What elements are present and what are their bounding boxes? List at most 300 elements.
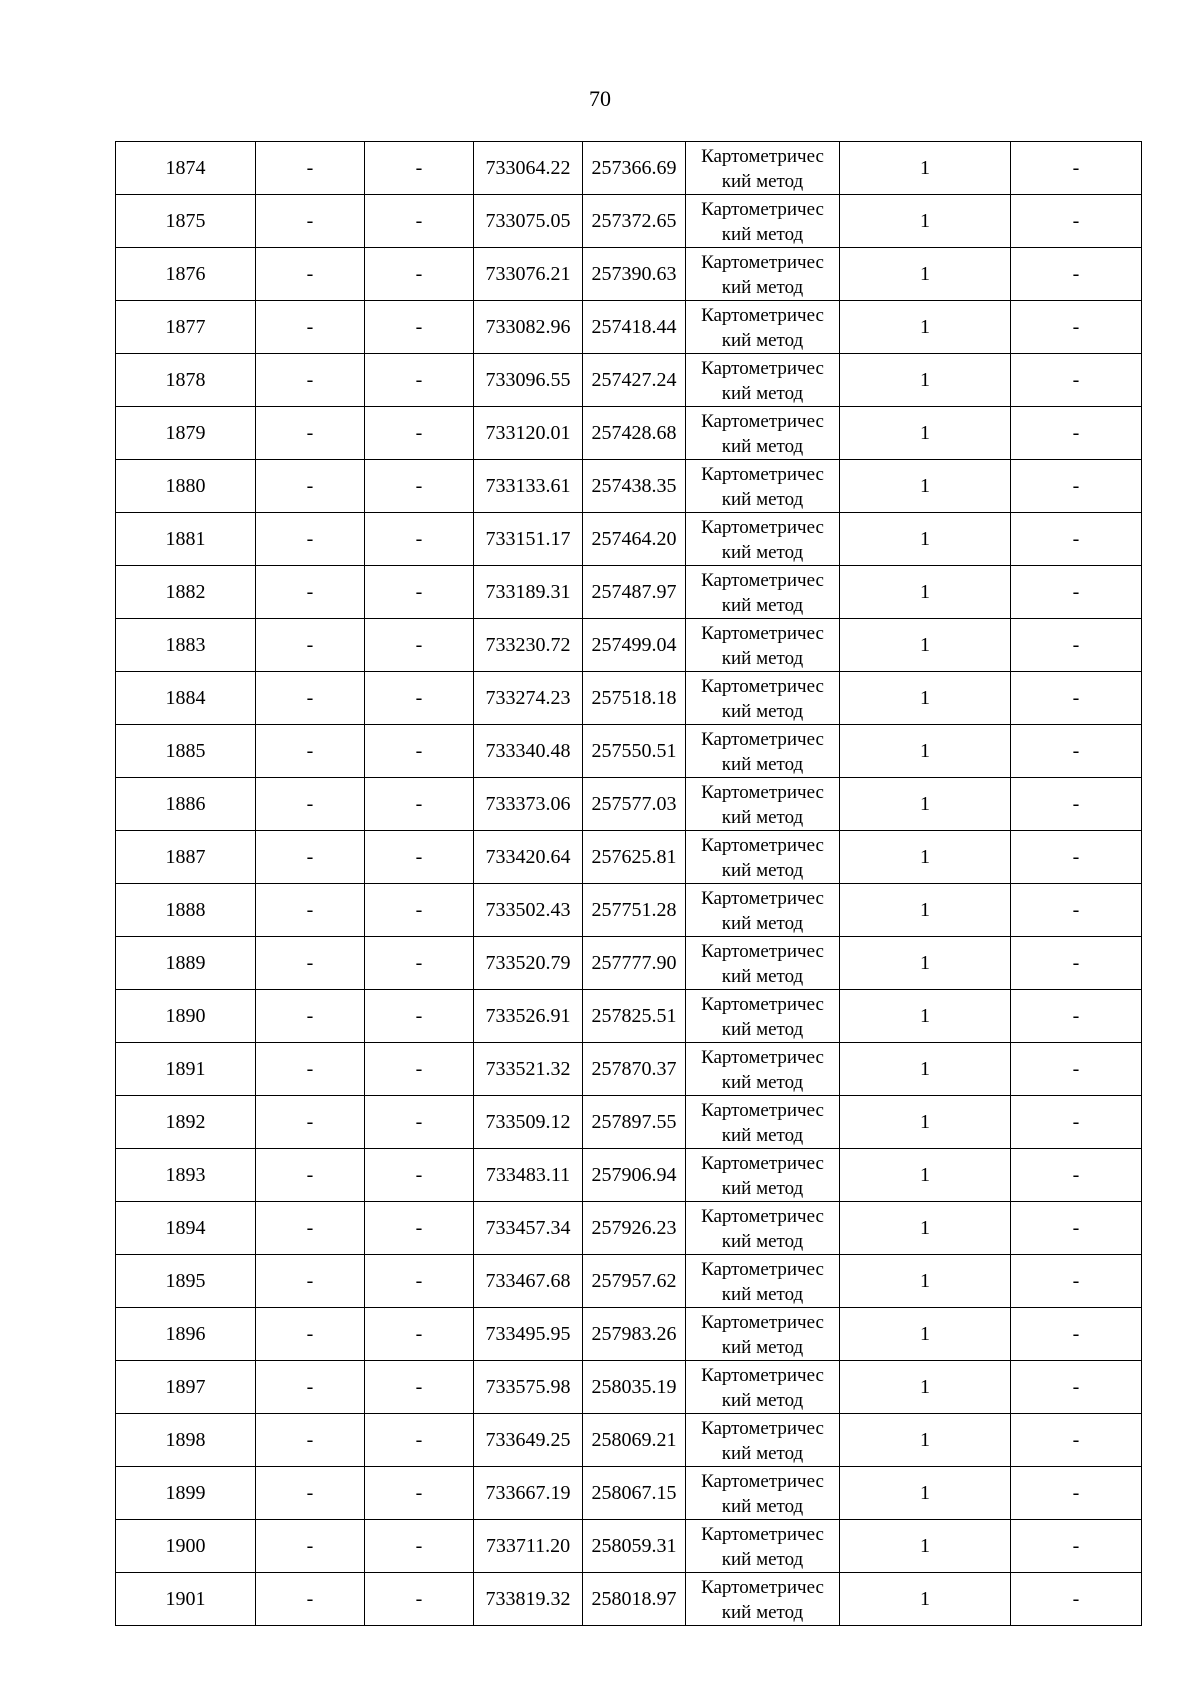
accuracy-cell: 1 [840,460,1011,513]
accuracy-cell: 1 [840,619,1011,672]
new-x-cell: 733274.23 [474,672,583,725]
old-x-cell: - [256,1361,365,1414]
new-y-cell: 257906.94 [583,1149,686,1202]
table-row [116,831,1142,884]
method-text-line: кий метод [721,1549,804,1570]
new-y-cell: 258018.97 [583,1573,686,1626]
new-y-cell: 257427.24 [583,354,686,407]
description-cell: - [1011,460,1142,513]
new-x-cell: 733340.48 [474,725,583,778]
old-x-cell: - [256,1255,365,1308]
point-number-cell: 1890 [116,990,256,1043]
method-text-line: Картометричес [701,1206,824,1227]
old-y-cell: - [365,937,474,990]
method-text-line: кий метод [721,1390,804,1411]
old-x-cell: - [256,1149,365,1202]
method-cell [686,672,840,725]
description-cell: - [1011,884,1142,937]
new-y-cell: 257372.65 [583,195,686,248]
table-row [116,1573,1142,1626]
method-text-line: кий метод [721,1178,804,1199]
table-row [116,1467,1142,1520]
method-text-line: Картометричес [701,1153,824,1174]
method-text-line: кий метод [721,860,804,881]
point-number-cell: 1894 [116,1202,256,1255]
old-y-cell: - [365,1361,474,1414]
table-row [116,672,1142,725]
description-cell: - [1011,195,1142,248]
new-x-cell: 733082.96 [474,301,583,354]
old-x-cell: - [256,831,365,884]
new-x-cell: 733230.72 [474,619,583,672]
description-cell: - [1011,1043,1142,1096]
method-text-line: Картометричес [701,146,824,167]
table-row [116,248,1142,301]
old-y-cell: - [365,1414,474,1467]
new-x-cell: 733151.17 [474,513,583,566]
method-text-line: Картометричес [701,1312,824,1333]
accuracy-cell: 1 [840,1255,1011,1308]
old-y-cell: - [365,1573,474,1626]
old-x-cell: - [256,884,365,937]
new-x-cell: 733064.22 [474,142,583,195]
new-x-cell: 733575.98 [474,1361,583,1414]
method-cell [686,142,840,195]
new-x-cell: 733420.64 [474,831,583,884]
accuracy-cell: 1 [840,513,1011,566]
old-x-cell: - [256,619,365,672]
method-cell [686,1096,840,1149]
method-text-line: кий метод [721,648,804,669]
old-y-cell: - [365,195,474,248]
old-x-cell: - [256,990,365,1043]
old-y-cell: - [365,725,474,778]
method-text-line: Картометричес [701,835,824,856]
table-row [116,884,1142,937]
table-row [116,1520,1142,1573]
description-cell: - [1011,248,1142,301]
old-x-cell: - [256,301,365,354]
table-row [116,937,1142,990]
table-row [116,566,1142,619]
old-x-cell: - [256,1414,365,1467]
new-x-cell: 733509.12 [474,1096,583,1149]
old-y-cell: - [365,1096,474,1149]
table-row [116,990,1142,1043]
description-cell: - [1011,566,1142,619]
method-cell [686,513,840,566]
table-row [116,1202,1142,1255]
method-text-line: Картометричес [701,1365,824,1386]
method-cell [686,1149,840,1202]
old-y-cell: - [365,1149,474,1202]
description-cell: - [1011,990,1142,1043]
new-x-cell: 733526.91 [474,990,583,1043]
new-y-cell: 257625.81 [583,831,686,884]
old-x-cell: - [256,142,365,195]
method-cell [686,1520,840,1573]
old-x-cell: - [256,1096,365,1149]
old-x-cell: - [256,1520,365,1573]
old-x-cell: - [256,1573,365,1626]
description-cell: - [1011,1096,1142,1149]
method-cell [686,1043,840,1096]
description-cell: - [1011,1520,1142,1573]
old-x-cell: - [256,1467,365,1520]
old-y-cell: - [365,354,474,407]
method-cell [686,566,840,619]
new-x-cell: 733711.20 [474,1520,583,1573]
method-text-line: кий метод [721,1602,804,1623]
description-cell: - [1011,142,1142,195]
method-text-line: Картометричес [701,570,824,591]
table-row [116,1043,1142,1096]
coordinates-table [115,141,1142,1626]
point-number-cell: 1879 [116,407,256,460]
method-text-line: Картометричес [701,305,824,326]
description-cell: - [1011,301,1142,354]
description-cell: - [1011,354,1142,407]
new-y-cell: 257957.62 [583,1255,686,1308]
method-text-line: кий метод [721,913,804,934]
method-text-line: кий метод [721,436,804,457]
point-number-cell: 1892 [116,1096,256,1149]
method-text-line: Картометричес [701,199,824,220]
old-y-cell: - [365,831,474,884]
new-y-cell: 258067.15 [583,1467,686,1520]
new-y-cell: 258069.21 [583,1414,686,1467]
table-row [116,619,1142,672]
description-cell: - [1011,1202,1142,1255]
accuracy-cell: 1 [840,1520,1011,1573]
point-number-cell: 1876 [116,248,256,301]
table-row [116,1255,1142,1308]
new-x-cell: 733457.34 [474,1202,583,1255]
point-number-cell: 1881 [116,513,256,566]
new-x-cell: 733467.68 [474,1255,583,1308]
new-y-cell: 257518.18 [583,672,686,725]
method-text-line: кий метод [721,1231,804,1252]
method-text-line: Картометричес [701,623,824,644]
description-cell: - [1011,831,1142,884]
method-text-line: кий метод [721,171,804,192]
point-number-cell: 1878 [116,354,256,407]
table-row [116,195,1142,248]
description-cell: - [1011,513,1142,566]
point-number-cell: 1891 [116,1043,256,1096]
old-x-cell: - [256,248,365,301]
table-row [116,778,1142,831]
old-x-cell: - [256,460,365,513]
method-text-line: Картометричес [701,1259,824,1280]
table-row [116,407,1142,460]
accuracy-cell: 1 [840,1361,1011,1414]
method-text-line: Картометричес [701,676,824,697]
old-y-cell: - [365,1255,474,1308]
method-cell [686,248,840,301]
method-cell [686,1467,840,1520]
accuracy-cell: 1 [840,1149,1011,1202]
method-text-line: Картометричес [701,1524,824,1545]
new-y-cell: 257751.28 [583,884,686,937]
method-text-line: кий метод [721,1125,804,1146]
accuracy-cell: 1 [840,672,1011,725]
description-cell: - [1011,778,1142,831]
new-y-cell: 257418.44 [583,301,686,354]
accuracy-cell: 1 [840,1202,1011,1255]
old-x-cell: - [256,407,365,460]
method-text-line: кий метод [721,1019,804,1040]
new-y-cell: 257825.51 [583,990,686,1043]
new-y-cell: 258059.31 [583,1520,686,1573]
method-cell [686,884,840,937]
new-y-cell: 257550.51 [583,725,686,778]
old-x-cell: - [256,937,365,990]
new-x-cell: 733076.21 [474,248,583,301]
method-cell [686,1414,840,1467]
new-x-cell: 733133.61 [474,460,583,513]
new-x-cell: 733075.05 [474,195,583,248]
accuracy-cell: 1 [840,725,1011,778]
method-cell [686,354,840,407]
table-row [116,1361,1142,1414]
new-y-cell: 257897.55 [583,1096,686,1149]
point-number-cell: 1888 [116,884,256,937]
old-x-cell: - [256,195,365,248]
old-x-cell: - [256,725,365,778]
old-y-cell: - [365,248,474,301]
accuracy-cell: 1 [840,1467,1011,1520]
method-text-line: Картометричес [701,1047,824,1068]
point-number-cell: 1887 [116,831,256,884]
method-text-line: кий метод [721,1072,804,1093]
method-text-line: Картометричес [701,464,824,485]
method-cell [686,460,840,513]
accuracy-cell: 1 [840,831,1011,884]
accuracy-cell: 1 [840,248,1011,301]
method-text-line: Картометричес [701,729,824,750]
point-number-cell: 1895 [116,1255,256,1308]
method-cell [686,619,840,672]
description-cell: - [1011,1467,1142,1520]
method-cell [686,195,840,248]
old-y-cell: - [365,884,474,937]
method-cell [686,1255,840,1308]
method-text-line: кий метод [721,807,804,828]
old-y-cell: - [365,990,474,1043]
table-row [116,1096,1142,1149]
point-number-cell: 1899 [116,1467,256,1520]
old-x-cell: - [256,1202,365,1255]
new-x-cell: 733502.43 [474,884,583,937]
new-y-cell: 257487.97 [583,566,686,619]
new-y-cell: 257577.03 [583,778,686,831]
page-number: 70 [589,86,611,111]
old-y-cell: - [365,513,474,566]
new-x-cell: 733373.06 [474,778,583,831]
accuracy-cell: 1 [840,354,1011,407]
description-cell: - [1011,1255,1142,1308]
accuracy-cell: 1 [840,407,1011,460]
table-row [116,460,1142,513]
description-cell: - [1011,672,1142,725]
table-row [116,1414,1142,1467]
method-cell [686,1361,840,1414]
accuracy-cell: 1 [840,142,1011,195]
accuracy-cell: 1 [840,1043,1011,1096]
method-text-line: Картометричес [701,252,824,273]
new-y-cell: 257983.26 [583,1308,686,1361]
method-text-line: кий метод [721,1337,804,1358]
old-y-cell: - [365,566,474,619]
method-cell [686,1202,840,1255]
old-x-cell: - [256,672,365,725]
method-text-line: Картометричес [701,411,824,432]
accuracy-cell: 1 [840,884,1011,937]
point-number-cell: 1882 [116,566,256,619]
table-row [116,142,1142,195]
old-x-cell: - [256,1308,365,1361]
accuracy-cell: 1 [840,990,1011,1043]
accuracy-cell: 1 [840,566,1011,619]
method-text-line: Картометричес [701,1100,824,1121]
old-x-cell: - [256,513,365,566]
method-text-line: кий метод [721,1443,804,1464]
old-y-cell: - [365,1520,474,1573]
new-y-cell: 257438.35 [583,460,686,513]
new-y-cell: 257926.23 [583,1202,686,1255]
description-cell: - [1011,937,1142,990]
old-x-cell: - [256,566,365,619]
old-y-cell: - [365,778,474,831]
method-text-line: кий метод [721,701,804,722]
description-cell: - [1011,407,1142,460]
old-y-cell: - [365,142,474,195]
accuracy-cell: 1 [840,1414,1011,1467]
method-text-line: кий метод [721,1284,804,1305]
new-x-cell: 733521.32 [474,1043,583,1096]
new-y-cell: 257777.90 [583,937,686,990]
point-number-cell: 1889 [116,937,256,990]
method-cell [686,1573,840,1626]
method-text-line: Картометричес [701,1418,824,1439]
accuracy-cell: 1 [840,778,1011,831]
new-x-cell: 733649.25 [474,1414,583,1467]
method-text-line: Картометричес [701,941,824,962]
old-y-cell: - [365,1202,474,1255]
table-row [116,725,1142,778]
new-y-cell: 257390.63 [583,248,686,301]
method-cell [686,831,840,884]
method-text-line: кий метод [721,224,804,245]
new-x-cell: 733495.95 [474,1308,583,1361]
method-cell [686,778,840,831]
new-x-cell: 733520.79 [474,937,583,990]
accuracy-cell: 1 [840,1573,1011,1626]
method-text-line: кий метод [721,383,804,404]
method-text-line: кий метод [721,754,804,775]
point-number-cell: 1883 [116,619,256,672]
method-text-line: кий метод [721,1496,804,1517]
point-number-cell: 1896 [116,1308,256,1361]
method-text-line: Картометричес [701,782,824,803]
old-x-cell: - [256,354,365,407]
method-text-line: кий метод [721,966,804,987]
new-x-cell: 733819.32 [474,1573,583,1626]
accuracy-cell: 1 [840,1096,1011,1149]
point-number-cell: 1900 [116,1520,256,1573]
method-text-line: Картометричес [701,888,824,909]
old-y-cell: - [365,407,474,460]
method-text-line: Картометричес [701,358,824,379]
point-number-cell: 1898 [116,1414,256,1467]
method-text-line: кий метод [721,330,804,351]
point-number-cell: 1886 [116,778,256,831]
table-row [116,301,1142,354]
accuracy-cell: 1 [840,937,1011,990]
method-cell [686,990,840,1043]
new-y-cell: 257366.69 [583,142,686,195]
description-cell: - [1011,1308,1142,1361]
table-body [116,142,1142,1626]
method-text-line: Картометричес [701,1577,824,1598]
description-cell: - [1011,1573,1142,1626]
point-number-cell: 1874 [116,142,256,195]
point-number-cell: 1880 [116,460,256,513]
new-y-cell: 257499.04 [583,619,686,672]
old-y-cell: - [365,672,474,725]
point-number-cell: 1875 [116,195,256,248]
accuracy-cell: 1 [840,301,1011,354]
new-y-cell: 257464.20 [583,513,686,566]
method-text-line: кий метод [721,277,804,298]
description-cell: - [1011,619,1142,672]
old-y-cell: - [365,619,474,672]
method-cell [686,407,840,460]
old-y-cell: - [365,1308,474,1361]
new-x-cell: 733189.31 [474,566,583,619]
method-text-line: Картометричес [701,517,824,538]
old-y-cell: - [365,1467,474,1520]
method-text-line: Картометричес [701,994,824,1015]
method-text-line: кий метод [721,595,804,616]
new-x-cell: 733483.11 [474,1149,583,1202]
new-x-cell: 733667.19 [474,1467,583,1520]
point-number-cell: 1897 [116,1361,256,1414]
method-text-line: кий метод [721,489,804,510]
old-x-cell: - [256,778,365,831]
point-number-cell: 1884 [116,672,256,725]
new-y-cell: 258035.19 [583,1361,686,1414]
point-number-cell: 1893 [116,1149,256,1202]
old-y-cell: - [365,460,474,513]
point-number-cell: 1901 [116,1573,256,1626]
method-cell [686,1308,840,1361]
table-row [116,354,1142,407]
old-x-cell: - [256,1043,365,1096]
method-cell [686,937,840,990]
description-cell: - [1011,1361,1142,1414]
table-row [116,513,1142,566]
method-text-line: кий метод [721,542,804,563]
description-cell: - [1011,1149,1142,1202]
accuracy-cell: 1 [840,1308,1011,1361]
new-x-cell: 733096.55 [474,354,583,407]
new-y-cell: 257428.68 [583,407,686,460]
table-row [116,1308,1142,1361]
point-number-cell: 1885 [116,725,256,778]
point-number-cell: 1877 [116,301,256,354]
